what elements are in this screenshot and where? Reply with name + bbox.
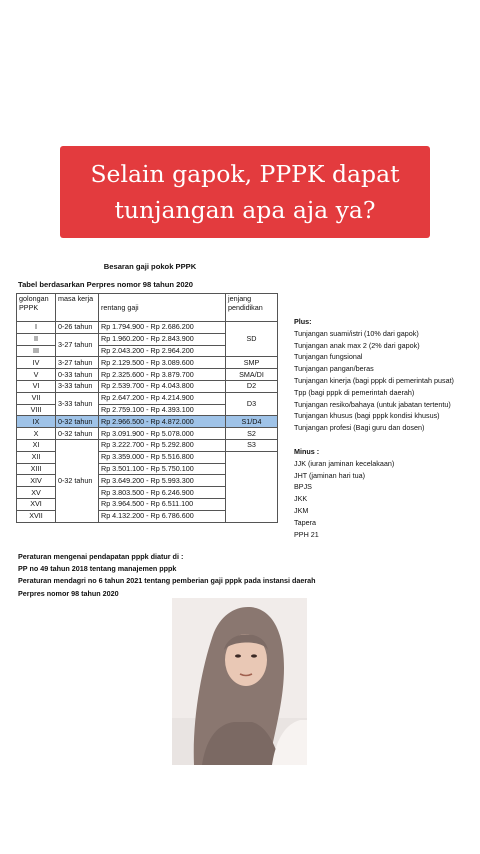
table-row-highlighted bbox=[17, 416, 278, 428]
list-item: Tunjangan khusus (bagi pppk kondisi khusus) bbox=[294, 411, 440, 421]
table-row bbox=[17, 369, 278, 381]
cell-masa-kerja: 0-32 tahun bbox=[56, 439, 99, 522]
note-line: Peraturan mengenai pendapatan pppk diatur di : bbox=[18, 552, 184, 561]
regulation-notes bbox=[18, 551, 316, 600]
cell-masa-kerja: 3-33 tahun bbox=[56, 380, 99, 392]
header-jenjang: jenjang pendidikan bbox=[226, 294, 278, 322]
cell-masa-kerja: 3-27 tahun bbox=[56, 357, 99, 369]
cell-gaji: Rp 2.759.100 - Rp 4.393.100 bbox=[99, 404, 226, 416]
table-header-row bbox=[17, 294, 278, 322]
cell-golongan: XV bbox=[17, 487, 56, 499]
plus-list bbox=[294, 316, 454, 434]
header-masa-kerja: masa kerja bbox=[56, 294, 99, 322]
cell-golongan: II bbox=[17, 333, 56, 345]
cell-gaji: Rp 2.129.500 - Rp 3.089.600 bbox=[99, 357, 226, 369]
cell-gaji: Rp 1.794.900 - Rp 2.686.200 bbox=[99, 322, 226, 334]
list-item: Tunjangan profesi (Bagi guru dan dosen) bbox=[294, 423, 425, 433]
cell-jenjang: S2 bbox=[226, 428, 278, 440]
sheet-title: Besaran gaji pokok PPPK bbox=[103, 262, 197, 271]
cell-golongan: XVI bbox=[17, 498, 56, 510]
table-row bbox=[17, 392, 278, 404]
list-item: Tunjangan pangan/beras bbox=[294, 364, 374, 374]
list-item: Tunjangan fungsional bbox=[294, 352, 363, 362]
list-item: JHT (jaminan hari tua) bbox=[294, 470, 365, 480]
table-row bbox=[17, 357, 278, 369]
cell-golongan: XVII bbox=[17, 510, 56, 522]
salary-table bbox=[16, 293, 278, 523]
cell-golongan: IV bbox=[17, 357, 56, 369]
cell-jenjang: D3 bbox=[226, 392, 278, 416]
cell-gaji: Rp 1.960.200 - Rp 2.843.900 bbox=[99, 333, 226, 345]
list-item: BPJS bbox=[294, 482, 312, 492]
list-item: Tunjangan anak max 2 (2% dari gapok) bbox=[294, 340, 420, 350]
sheet-subtitle: Tabel berdasarkan Perpres nomor 98 tahun 2020 bbox=[18, 280, 194, 289]
cell-jenjang: SD bbox=[226, 322, 278, 357]
cell-gaji: Rp 2.647.200 - Rp 4.214.900 bbox=[99, 392, 226, 404]
presenter-photo bbox=[172, 598, 307, 765]
cell-golongan: XI bbox=[17, 439, 56, 451]
list-item: Tunjangan suami/istri (10% dari gapok) bbox=[294, 328, 419, 338]
cell-masa-kerja: 0-32 tahun bbox=[56, 428, 99, 440]
list-item: Tunjangan resiko/bahaya (untuk jabatan tertentu) bbox=[294, 399, 451, 409]
list-item: Tapera bbox=[294, 517, 316, 527]
cell-gaji: Rp 4.132.200 - Rp 6.786.600 bbox=[99, 510, 226, 522]
headline-banner bbox=[60, 146, 430, 238]
cell-jenjang: S3 bbox=[226, 439, 278, 451]
cell-golongan: VI bbox=[17, 380, 56, 392]
cell-gaji: Rp 3.649.200 - Rp 5.993.300 bbox=[99, 475, 226, 487]
list-item: JKK bbox=[294, 494, 308, 504]
cell-gaji: Rp 3.091.900 - Rp 5.078.000 bbox=[99, 428, 226, 440]
cell-gaji: Rp 3.359.000 - Rp 5.516.800 bbox=[99, 451, 226, 463]
cell-jenjang: SMP bbox=[226, 357, 278, 369]
cell-jenjang-empty bbox=[226, 451, 278, 522]
cell-gaji: Rp 3.501.100 - Rp 5.750.100 bbox=[99, 463, 226, 475]
cell-masa-kerja: 3-27 tahun bbox=[56, 333, 99, 357]
cell-masa-kerja: 0-32 tahun bbox=[56, 416, 99, 428]
cell-golongan: XIII bbox=[17, 463, 56, 475]
cell-golongan: VII bbox=[17, 392, 56, 404]
list-item: Tpp (bagi pppk di pemerintah daerah) bbox=[294, 387, 415, 397]
cell-gaji: Rp 2.325.600 - Rp 3.879.700 bbox=[99, 369, 226, 381]
minus-heading: Minus : bbox=[294, 447, 320, 456]
table-row bbox=[17, 428, 278, 440]
header-rentang-gaji: rentang gaji bbox=[99, 294, 226, 322]
cell-golongan: IX bbox=[17, 416, 56, 428]
cell-golongan: XIV bbox=[17, 475, 56, 487]
cell-golongan: XII bbox=[17, 451, 56, 463]
cell-golongan: III bbox=[17, 345, 56, 357]
list-item: JKM bbox=[294, 505, 309, 515]
table-row bbox=[17, 439, 278, 451]
list-item: JJK (iuran jaminan kecelakaan) bbox=[294, 458, 395, 468]
cell-jenjang: D2 bbox=[226, 380, 278, 392]
cell-jenjang: SMA/DI bbox=[226, 369, 278, 381]
presenter-photo-icon bbox=[172, 598, 307, 765]
cell-gaji: Rp 2.043.200 - Rp 2.964.200 bbox=[99, 345, 226, 357]
note-line: PP no 49 tahun 2018 tentang manajemen pppk bbox=[18, 564, 177, 574]
cell-masa-kerja: 0-33 tahun bbox=[56, 369, 99, 381]
cell-gaji: Rp 3.222.700 - Rp 5.292.800 bbox=[99, 439, 226, 451]
headline-line-2: tunjangan apa aja ya? bbox=[114, 196, 376, 224]
cell-gaji: Rp 3.964.500 - Rp 6.511.100 bbox=[99, 498, 226, 510]
headline-line-1: Selain gapok, PPPK dapat bbox=[90, 160, 400, 188]
cell-masa-kerja: 3-33 tahun bbox=[56, 392, 99, 416]
table-row bbox=[17, 380, 278, 392]
plus-heading: Plus: bbox=[294, 317, 312, 326]
note-line: Peraturan mendagri no 6 tahun 2021 tentang pemberian gaji pppk pada instansi daerah bbox=[18, 576, 316, 586]
cell-jenjang: S1/D4 bbox=[226, 416, 278, 428]
list-item: Tunjangan kinerja (bagi pppk di pemerintah pusat) bbox=[294, 375, 454, 385]
cell-golongan: I bbox=[17, 322, 56, 334]
cell-gaji: Rp 2.539.700 - Rp 4.043.800 bbox=[99, 380, 226, 392]
cell-gaji: Rp 2.966.500 - Rp 4.872.000 bbox=[99, 416, 226, 428]
cell-golongan: V bbox=[17, 369, 56, 381]
note-line: Perpres nomor 98 tahun 2020 bbox=[18, 588, 119, 598]
header-golongan: golongan PPPK bbox=[17, 294, 56, 322]
cell-golongan: VIII bbox=[17, 404, 56, 416]
cell-masa-kerja: 0-26 tahun bbox=[56, 322, 99, 334]
minus-list bbox=[294, 446, 394, 540]
table-row bbox=[17, 322, 278, 334]
cell-gaji: Rp 3.803.500 - Rp 6.246.900 bbox=[99, 487, 226, 499]
list-item: PPH 21 bbox=[294, 529, 319, 539]
cell-golongan: X bbox=[17, 428, 56, 440]
